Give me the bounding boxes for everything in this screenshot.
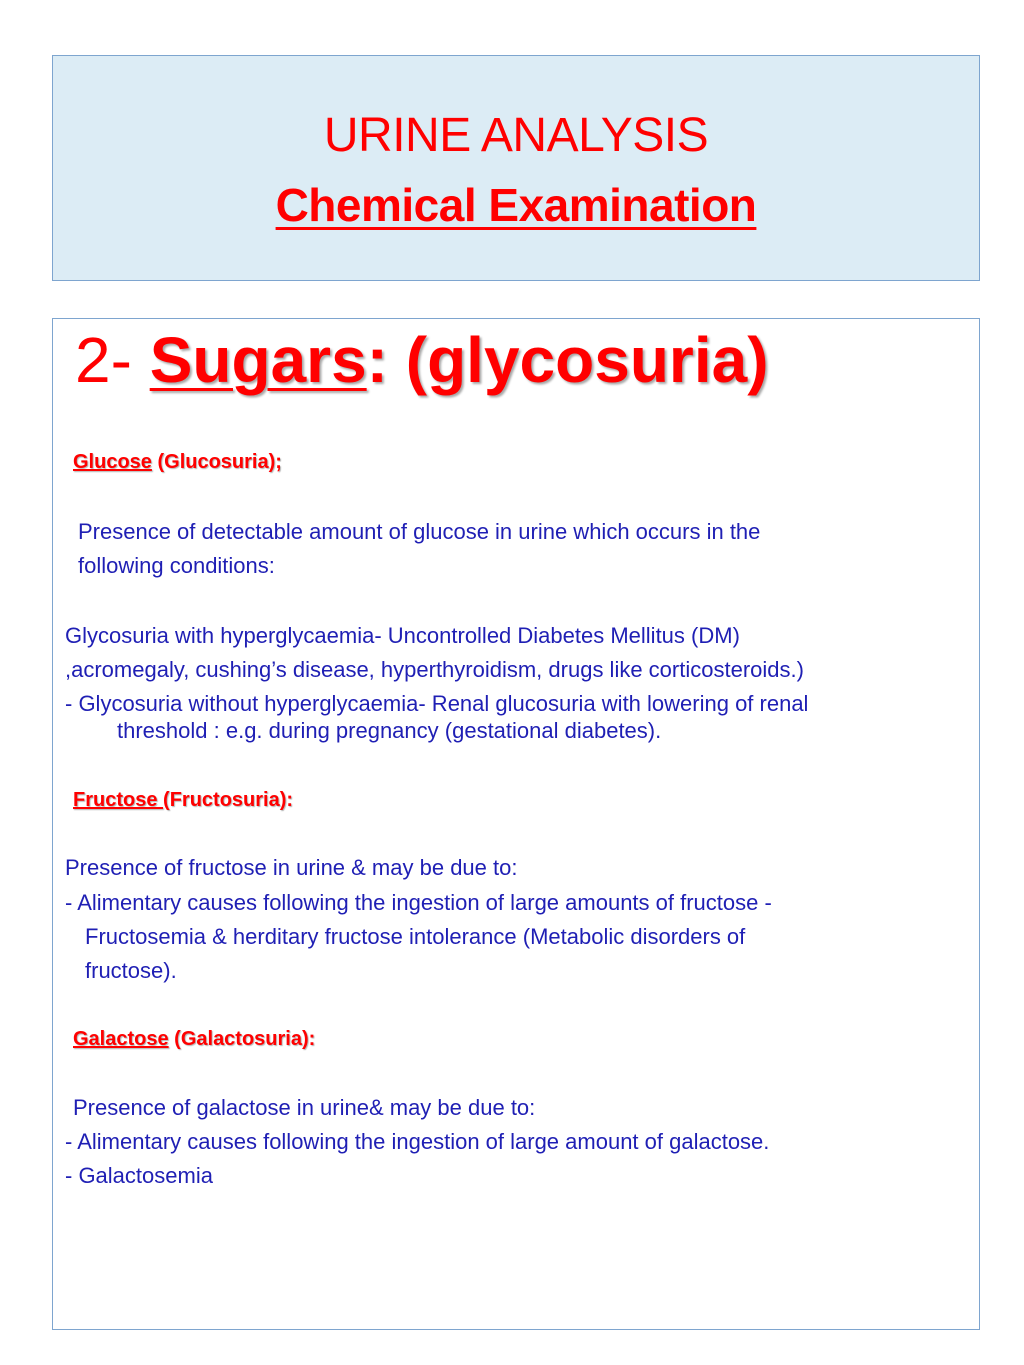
subtitle	[53, 178, 979, 232]
glucose-term: (Glucosuria);	[151, 451, 282, 473]
glucose-line-2: ,acromegaly, cushing’s disease, hyperthyroidism, drugs like corticosteroids.)	[65, 657, 804, 682]
glucose-intro-1: Presence of detectable amount of glucose in urine which occurs in the	[78, 519, 761, 544]
title-box	[52, 55, 980, 281]
galactose-intro: Presence of galactose in urine& may be due to:	[73, 1095, 536, 1120]
fructose-line-1: - Alimentary causes following the ingestion of large amounts of fructose -	[65, 890, 772, 915]
fructose-line-2: Fructosemia & herditary fructose intolerance (Metabolic disorders of	[85, 924, 746, 949]
fructose-subheading	[65, 789, 293, 812]
galactose-name: Galactose	[73, 1028, 169, 1050]
glucose-line-3: - Glycosuria without hyperglycaemia- Renal glucosuria with lowering of renal	[65, 691, 809, 716]
glucose-line-4: threshold : e.g. during pregnancy (gestational diabetes).	[117, 718, 662, 743]
heading-rest: : (glycosuria)	[366, 324, 769, 396]
fructose-line-3: fructose).	[85, 958, 177, 983]
fructose-term: (Fructosuria):	[163, 789, 294, 811]
subtitle-text: Chemical Examination	[275, 179, 757, 231]
glucose-subheading	[73, 451, 282, 474]
galactose-term: (Galactosuria):	[168, 1028, 316, 1050]
title: URINE ANALYSIS	[323, 109, 709, 162]
galactose-subheading	[73, 1028, 315, 1051]
section-heading	[75, 323, 769, 397]
fructose-intro: Presence of fructose in urine & may be due to:	[65, 855, 518, 880]
glucose-name: Glucose	[73, 451, 152, 473]
content-box	[52, 318, 980, 1330]
galactose-line-2: - Galactosemia	[65, 1163, 213, 1188]
glucose-intro-2: following conditions:	[78, 553, 275, 578]
fructose-name: Fructose	[73, 789, 164, 811]
heading-number: 2-	[75, 324, 150, 396]
glucose-line-1: Glycosuria with hyperglycaemia- Uncontrolled Diabetes Mellitus (DM)	[65, 623, 740, 648]
galactose-line-1: - Alimentary causes following the ingestion of large amount of galactose.	[65, 1129, 770, 1154]
heading-word: Sugars	[149, 324, 367, 396]
